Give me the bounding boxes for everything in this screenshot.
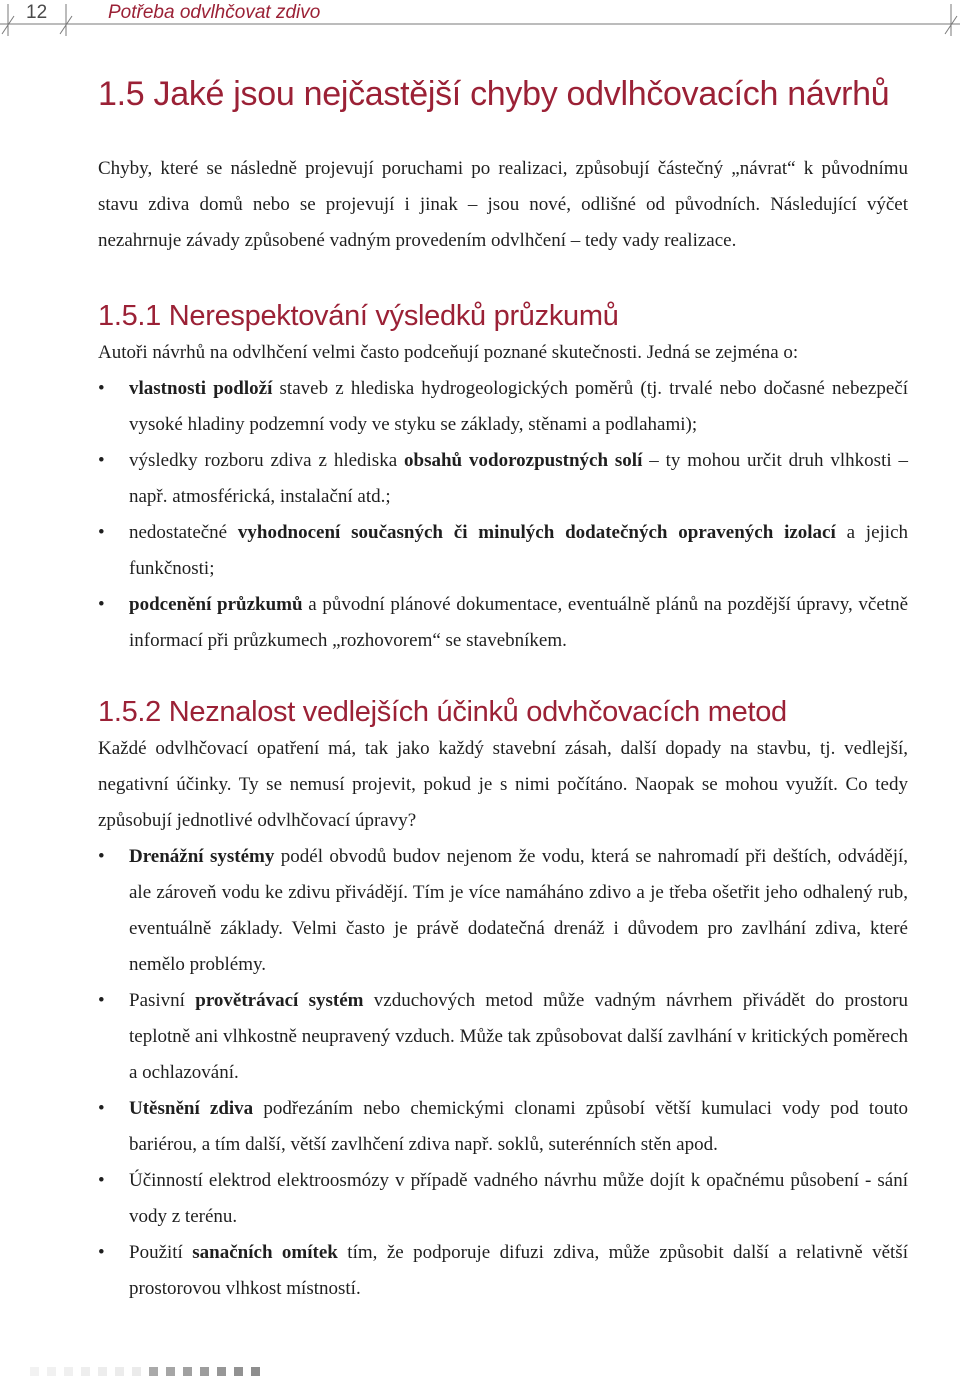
list-item-text: Účinností elektrod elektroosmózy v případě vadného návrhu může dojít k opačnému působení - sání vody z terénu. [129,1170,908,1227]
subsection-1-list [98,371,908,659]
page-number: 12 [26,2,48,23]
list-item-text: podřezáním nebo chemickými clonami způsobí větší kumulaci vody pod touto bariérou, a tím další, větší zavlhčení zdiva např. soklů, suterénních stěn apod. [129,1098,908,1155]
footer-square [81,1367,90,1376]
list-item [98,839,908,983]
list-item-bold: sanačních omítek [192,1242,338,1263]
list-item-bold: podcenění průzkumů [129,594,303,615]
list-item-text: staveb z hlediska hydrogeologických poměrů (tj. trvalé nebo dočasné nebezpečí vysoké hladiny podzemní vody ve styku se základy, stěnami a podlahami); [129,378,908,435]
footer-decoration [30,1367,260,1376]
footer-square [166,1367,175,1376]
list-item-text: a původní plánové dokumentace, eventuálně plánů na pozdější úpravy, včetně informací při průzkumech „rozhovorem“ se stavebníkem. [129,594,909,651]
footer-square [64,1367,73,1376]
list-item-text: tím, že podporuje difuzi zdiva, může způsobit další a relativně větší prostorovou vlhkost místností. [129,1242,908,1299]
list-item-text: podél obvodů budov nejenom že vodu, která se nahromadí při deštích, odvádějí, ale zároveň vodu ke zdivu přivádějí. Tím je více namáháno zdivo a je třeba ošetřit jeho odhalený rub, eventuálně základy. Velmi často je právě dodatečná drenáž i důvodem pro zavlhání zdiva, které nemělo problémy. [129,846,909,975]
list-item-text: – ty mohou určit druh vlhkosti – např. atmosférická, instalační atd.; [129,450,909,507]
list-item-bold: Utěsnění zdiva [129,1098,254,1119]
subsection-2-list [98,839,908,1307]
list-item-text: vzduchových metod může vadným návrhem přivádět do prostoru teplotně ani vlhkostně neupravený vzduch. Může tak způsobovat další zavlhání v kritických poměrech a ochlazování. [129,990,909,1083]
section-intro: Chyby, které se následně projevují poruchami po realizaci, způsobují částečný „návrat“ k původnímu stavu zdiva domů nebo se projevují i jinak – jsou nové, odlišné od původních. Následující výčet nezahrnuje závady způsobené vadným provedením odvlhčení – tedy vady realizace. [98,158,908,251]
list-item-lead: Pasivní [129,990,196,1011]
subsection-1-title: 1.5.1 Nerespektování výsledků průzkumů [98,300,619,332]
list-item [98,1235,908,1307]
footer-square [183,1367,192,1376]
list-item-text: a jejich funkčnosti; [129,522,909,579]
subsection-1-intro: Autoři návrhů na odvlhčení velmi často podceňují poznané skutečnosti. Jedná se zejména o: [98,342,799,363]
list-item [98,443,908,515]
footer-square [47,1367,56,1376]
list-item [98,983,908,1091]
footer-square [200,1367,209,1376]
footer-square [149,1367,158,1376]
list-item [98,515,908,587]
list-item-lead: nedostatečné [129,522,238,543]
footer-square [251,1367,260,1376]
section-title: 1.5 Jaké jsou nejčastější chyby odvlhčovacích návrhů [98,75,890,113]
list-item-lead: výsledky rozboru zdiva z hlediska [129,450,405,471]
list-item [98,371,908,443]
footer-square [234,1367,243,1376]
footer-square [115,1367,124,1376]
list-item-bold: vlastnosti podloží [129,378,273,399]
page-content [98,70,908,1307]
footer-square [98,1367,107,1376]
subsection-2-title: 1.5.2 Neznalost vedlejších účinků odvhčovacích metod [98,696,787,728]
list-item-bold: obsahů vodorozpustných solí [404,450,643,471]
footer-square [132,1367,141,1376]
list-item-lead: Použití [129,1242,193,1263]
list-item-bold: Drenážní systémy [129,846,275,867]
subsection-2-intro: Každé odvlhčovací opatření má, tak jako každý stavební zásah, další dopady na stavbu, tj. vedlejší, negativní účinky. Ty se nemusí projevit, pokud je s nimi počítáno. Naopak se mohou využít. Co tedy způsobují jednotlivé odvlhčovací úpravy? [98,738,908,831]
running-title: Potřeba odvlhčovat zdivo [108,2,321,23]
list-item [98,587,908,659]
list-item [98,1091,908,1163]
list-item [98,1163,908,1235]
footer-square [30,1367,39,1376]
list-item-bold: vyhodnocení současných či minulých dodatečných opravených izolací [237,522,836,543]
page-header [0,0,960,40]
footer-square [217,1367,226,1376]
list-item-bold: provětrávací systém [195,990,364,1011]
